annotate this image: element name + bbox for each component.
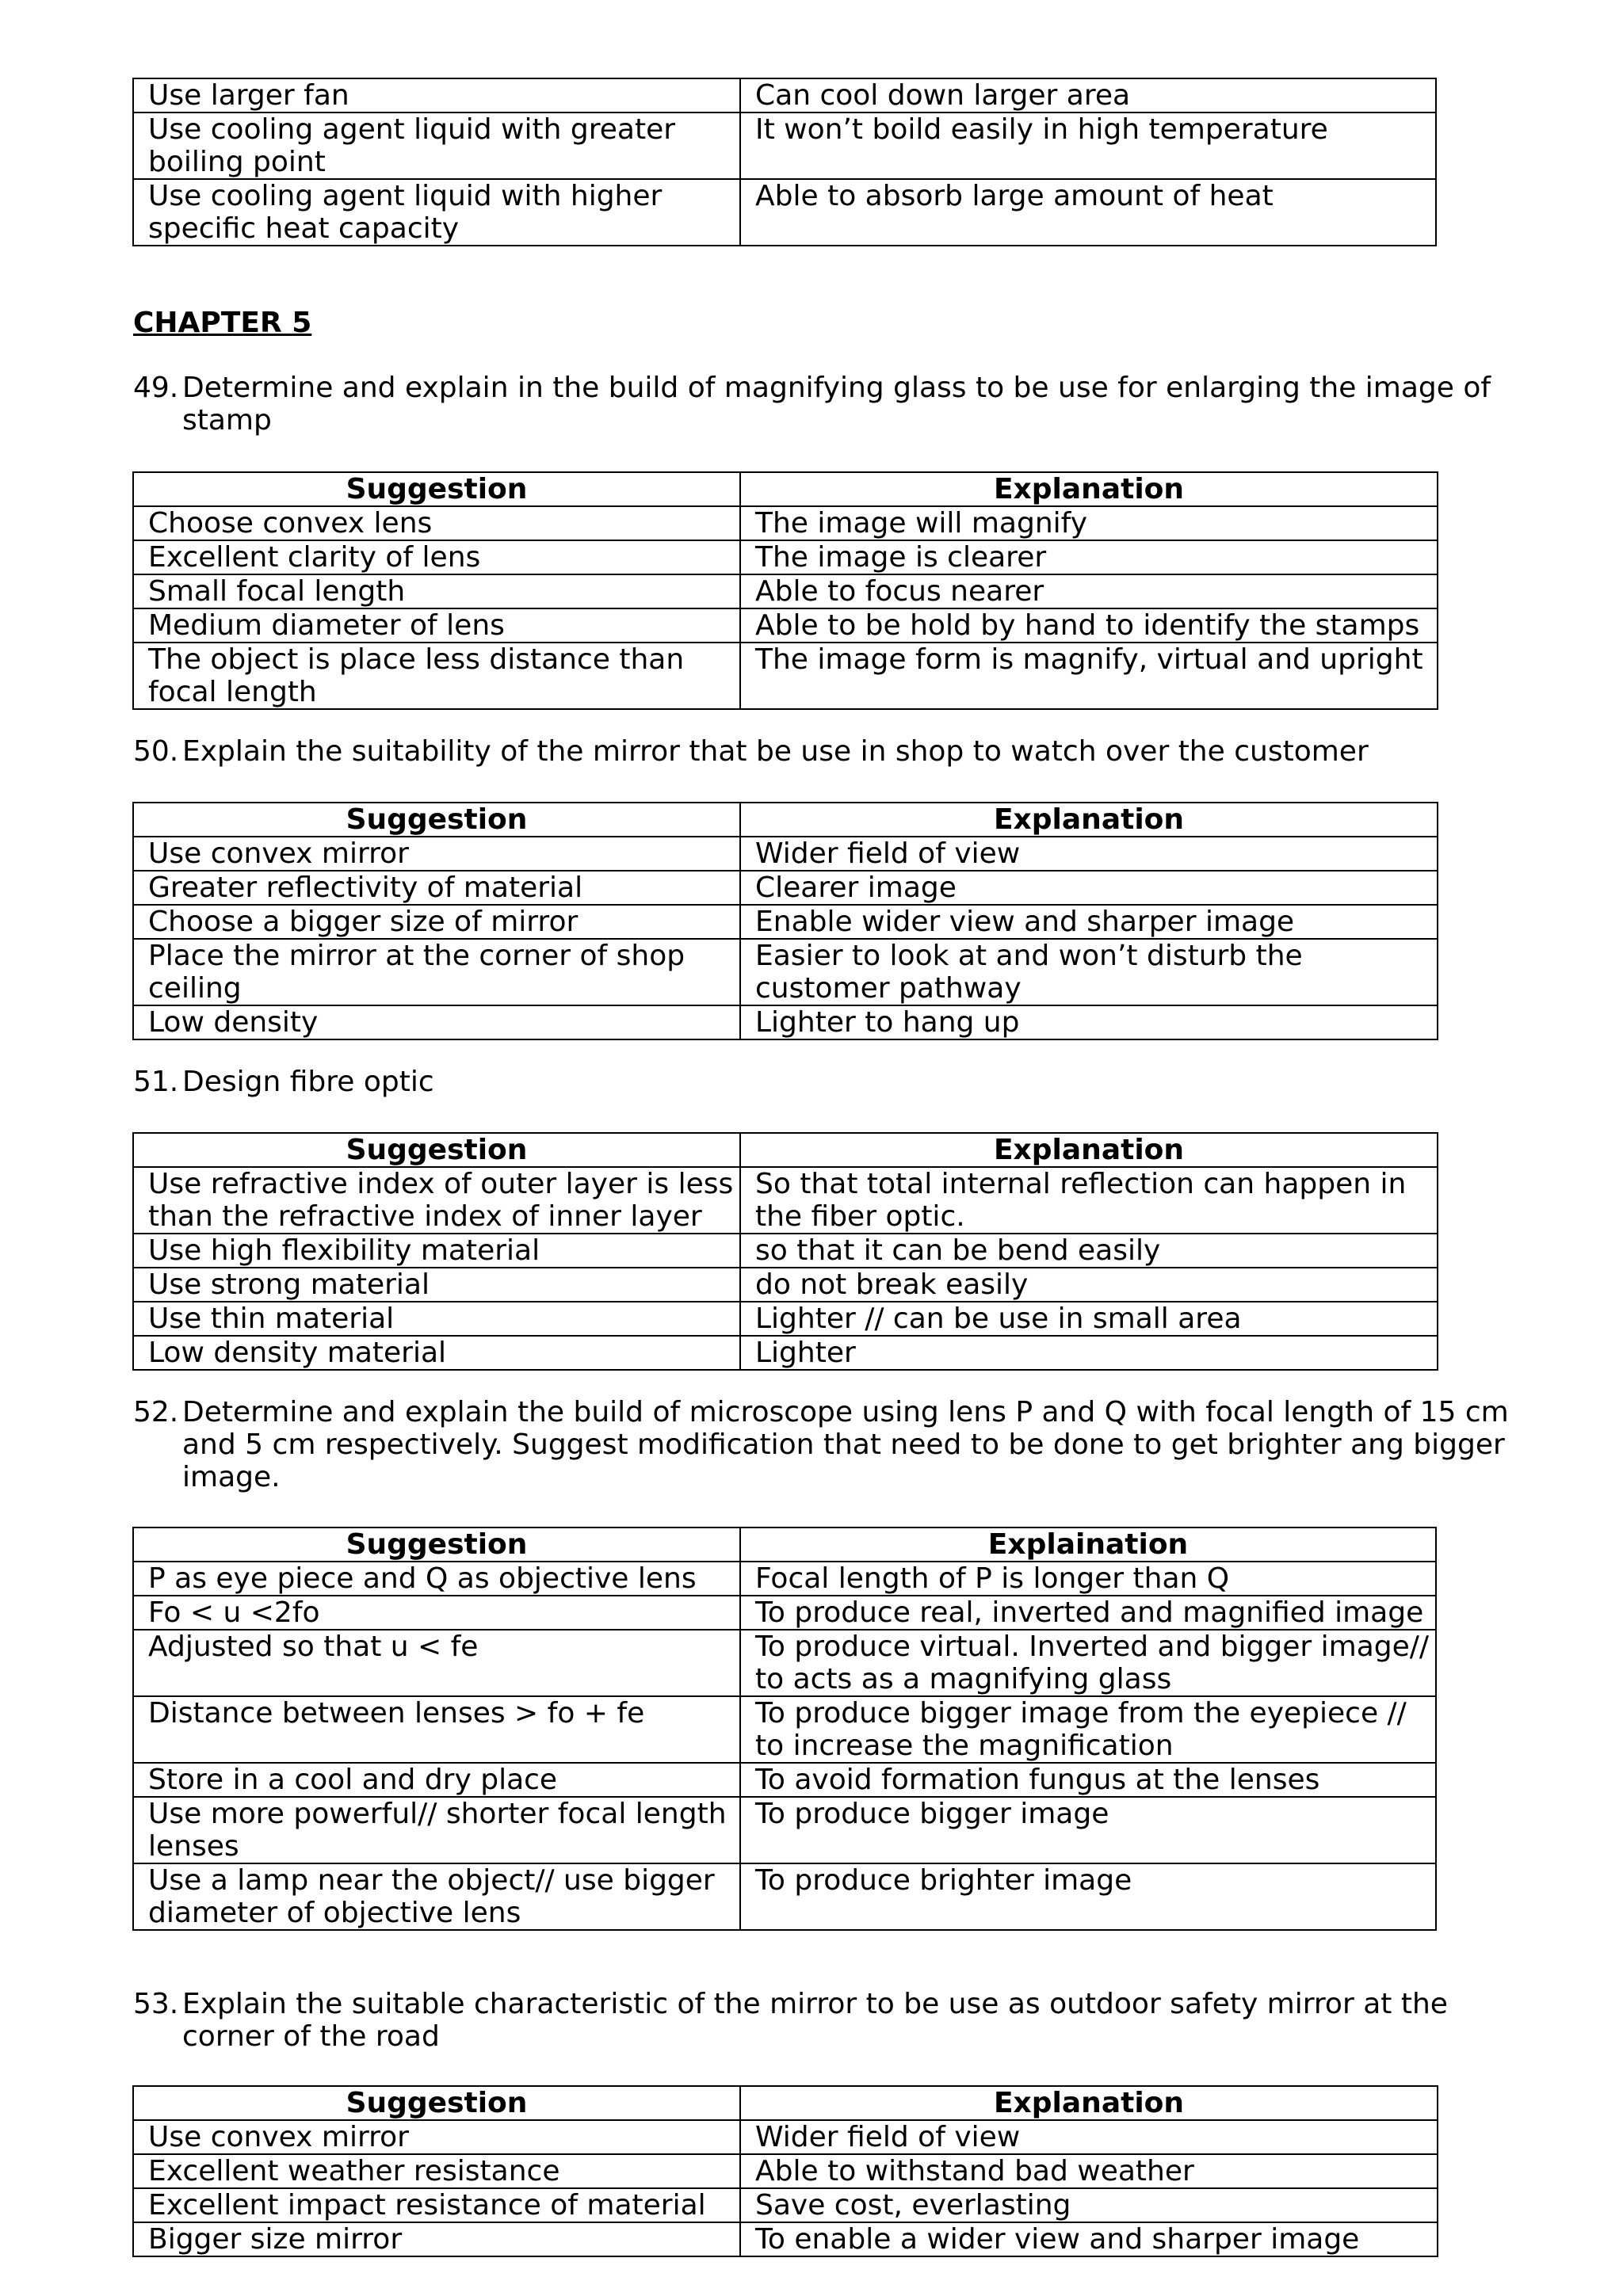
table-cell: Excellent weather resistance bbox=[133, 2154, 740, 2188]
table-cell: Can cool down larger area bbox=[740, 78, 1436, 113]
question-text: Design fibre optic bbox=[182, 1066, 434, 1098]
table-header-row bbox=[133, 472, 1438, 506]
table-row bbox=[133, 1596, 1436, 1630]
table-cell: Easier to look at and won’t disturb the customer pathway bbox=[740, 939, 1438, 1005]
table-row bbox=[133, 1005, 1438, 1039]
table-row bbox=[133, 574, 1438, 608]
table-cell: Wider field of view bbox=[740, 837, 1438, 871]
table-cell: Use convex mirror bbox=[133, 2120, 740, 2154]
table-cell: Enable wider view and sharper image bbox=[740, 905, 1438, 939]
table-53 bbox=[132, 2085, 1438, 2257]
table-cell: so that it can be bend easily bbox=[740, 1234, 1438, 1268]
table-cell: To enable a wider view and sharper image bbox=[740, 2222, 1438, 2256]
table-cell: Able to withstand bad weather bbox=[740, 2154, 1438, 2188]
table-50 bbox=[132, 802, 1438, 1040]
table-cell: Excellent impact resistance of material bbox=[133, 2188, 740, 2222]
table-header-row bbox=[133, 803, 1438, 837]
table-row bbox=[133, 1763, 1436, 1797]
table-52 bbox=[132, 1527, 1437, 1931]
table-cell: So that total internal reflection can happen in the fiber optic. bbox=[740, 1167, 1438, 1234]
table-row bbox=[133, 179, 1436, 246]
table-cell: Store in a cool and dry place bbox=[133, 1763, 740, 1797]
question-text: Explain the suitability of the mirror that be use in shop to watch over the customer bbox=[182, 735, 1369, 768]
column-header: Explaination bbox=[740, 1527, 1436, 1562]
table-row bbox=[133, 837, 1438, 871]
table-row bbox=[133, 1167, 1438, 1234]
table-row bbox=[133, 2222, 1438, 2256]
column-header: Explanation bbox=[740, 2086, 1438, 2120]
column-header: Suggestion bbox=[133, 2086, 740, 2120]
table-cell: Use strong material bbox=[133, 1268, 740, 1302]
table-cell: Clearer image bbox=[740, 871, 1438, 905]
table-row bbox=[133, 540, 1438, 574]
table-cell: The object is place less distance than focal length bbox=[133, 643, 740, 709]
table-row bbox=[133, 939, 1438, 1005]
table-cell: Bigger size mirror bbox=[133, 2222, 740, 2256]
table-row bbox=[133, 905, 1438, 939]
table-cell: Lighter bbox=[740, 1336, 1438, 1370]
table-cell: Lighter // can be use in small area bbox=[740, 1302, 1438, 1336]
column-header: Suggestion bbox=[133, 1133, 740, 1167]
table-cell: Adjusted so that u < fe bbox=[133, 1630, 740, 1696]
table-row bbox=[133, 1696, 1436, 1763]
question-number: 53. bbox=[133, 1988, 179, 2020]
table-51 bbox=[132, 1132, 1438, 1371]
table-cell: The image will magnify bbox=[740, 506, 1438, 540]
table-cell: To avoid formation fungus at the lenses bbox=[740, 1763, 1436, 1797]
table-cell: Focal length of P is longer than Q bbox=[740, 1562, 1436, 1596]
table-cell: Able to absorb large amount of heat bbox=[740, 179, 1436, 246]
table-cell: Use cooling agent liquid with higher specific heat capacity bbox=[133, 179, 740, 246]
question-text: Explain the suitable characteristic of the mirror to be use as outdoor safety mirror at the corner of the road bbox=[182, 1988, 1448, 2053]
table-cell: Distance between lenses > fo + fe bbox=[133, 1696, 740, 1763]
table-cell: Able to focus nearer bbox=[740, 574, 1438, 608]
table-cell: To produce virtual. Inverted and bigger image// to acts as a magnifying glass bbox=[740, 1630, 1436, 1696]
table-row bbox=[133, 78, 1436, 113]
table-row bbox=[133, 643, 1438, 709]
table-49 bbox=[132, 471, 1438, 710]
table-cell: do not break easily bbox=[740, 1268, 1438, 1302]
table-cell: Use more powerful// shorter focal length lenses bbox=[133, 1797, 740, 1863]
question-text: Determine and explain the build of microscope using lens P and Q with focal length of 15 cm and 5 cm respectively. Suggest modification that need to be done to get brighter ang bigger image. bbox=[182, 1396, 1509, 1493]
table-row bbox=[133, 608, 1438, 643]
column-header: Explanation bbox=[740, 472, 1438, 506]
table-row bbox=[133, 1268, 1438, 1302]
table-header-row bbox=[133, 1527, 1436, 1562]
table-cell: Lighter to hang up bbox=[740, 1005, 1438, 1039]
table-row bbox=[133, 1562, 1436, 1596]
question-number: 49. bbox=[133, 372, 179, 404]
table-cell: Low density material bbox=[133, 1336, 740, 1370]
table-row bbox=[133, 1302, 1438, 1336]
table-cell: Excellent clarity of lens bbox=[133, 540, 740, 574]
table-cell: Low density bbox=[133, 1005, 740, 1039]
table-cell: It won’t boild easily in high temperature bbox=[740, 113, 1436, 179]
table-row bbox=[133, 1797, 1436, 1863]
question-number: 52. bbox=[133, 1396, 179, 1428]
table-cell: Able to be hold by hand to identify the stamps bbox=[740, 608, 1438, 643]
table-row bbox=[133, 2188, 1438, 2222]
table-cell: Use convex mirror bbox=[133, 837, 740, 871]
table-header-row bbox=[133, 1133, 1438, 1167]
cooling-table bbox=[132, 78, 1437, 246]
table-cell: To produce bigger image from the eyepiece // to increase the magnification bbox=[740, 1696, 1436, 1763]
table-row bbox=[133, 1234, 1438, 1268]
table-cell: Place the mirror at the corner of shop ceiling bbox=[133, 939, 740, 1005]
table-row bbox=[133, 113, 1436, 179]
column-header: Suggestion bbox=[133, 1527, 740, 1562]
table-cell: To produce bigger image bbox=[740, 1797, 1436, 1863]
table-cell: Fo < u <2fo bbox=[133, 1596, 740, 1630]
question-number: 50. bbox=[133, 735, 179, 768]
table-cell: The image is clearer bbox=[740, 540, 1438, 574]
table-row bbox=[133, 2120, 1438, 2154]
table-cell: Use thin material bbox=[133, 1302, 740, 1336]
table-cell: Use a lamp near the object// use bigger diameter of objective lens bbox=[133, 1863, 740, 1930]
question-text: Determine and explain in the build of magnifying glass to be use for enlarging the image of stamp bbox=[182, 372, 1491, 437]
table-cell: P as eye piece and Q as objective lens bbox=[133, 1562, 740, 1596]
table-cell: Use high flexibility material bbox=[133, 1234, 740, 1268]
column-header: Explanation bbox=[740, 1133, 1438, 1167]
column-header: Explanation bbox=[740, 803, 1438, 837]
table-cell: Save cost, everlasting bbox=[740, 2188, 1438, 2222]
table-cell: Medium diameter of lens bbox=[133, 608, 740, 643]
table-cell: Use larger fan bbox=[133, 78, 740, 113]
table-cell: Use cooling agent liquid with greater boiling point bbox=[133, 113, 740, 179]
table-cell: Wider field of view bbox=[740, 2120, 1438, 2154]
chapter-heading: CHAPTER 5 bbox=[133, 307, 312, 339]
table-row bbox=[133, 506, 1438, 540]
table-cell: Choose convex lens bbox=[133, 506, 740, 540]
column-header: Suggestion bbox=[133, 803, 740, 837]
table-cell: To produce real, inverted and magnified image bbox=[740, 1596, 1436, 1630]
table-cell: Greater reflectivity of material bbox=[133, 871, 740, 905]
table-cell: Choose a bigger size of mirror bbox=[133, 905, 740, 939]
table-cell: Use refractive index of outer layer is less than the refractive index of inner layer bbox=[133, 1167, 740, 1234]
table-row bbox=[133, 2154, 1438, 2188]
table-cell: Small focal length bbox=[133, 574, 740, 608]
table-row bbox=[133, 871, 1438, 905]
table-cell: To produce brighter image bbox=[740, 1863, 1436, 1930]
question-number: 51. bbox=[133, 1066, 179, 1098]
column-header: Suggestion bbox=[133, 472, 740, 506]
table-row bbox=[133, 1630, 1436, 1696]
table-row bbox=[133, 1863, 1436, 1930]
table-cell: The image form is magnify, virtual and upright bbox=[740, 643, 1438, 709]
table-header-row bbox=[133, 2086, 1438, 2120]
table-row bbox=[133, 1336, 1438, 1370]
